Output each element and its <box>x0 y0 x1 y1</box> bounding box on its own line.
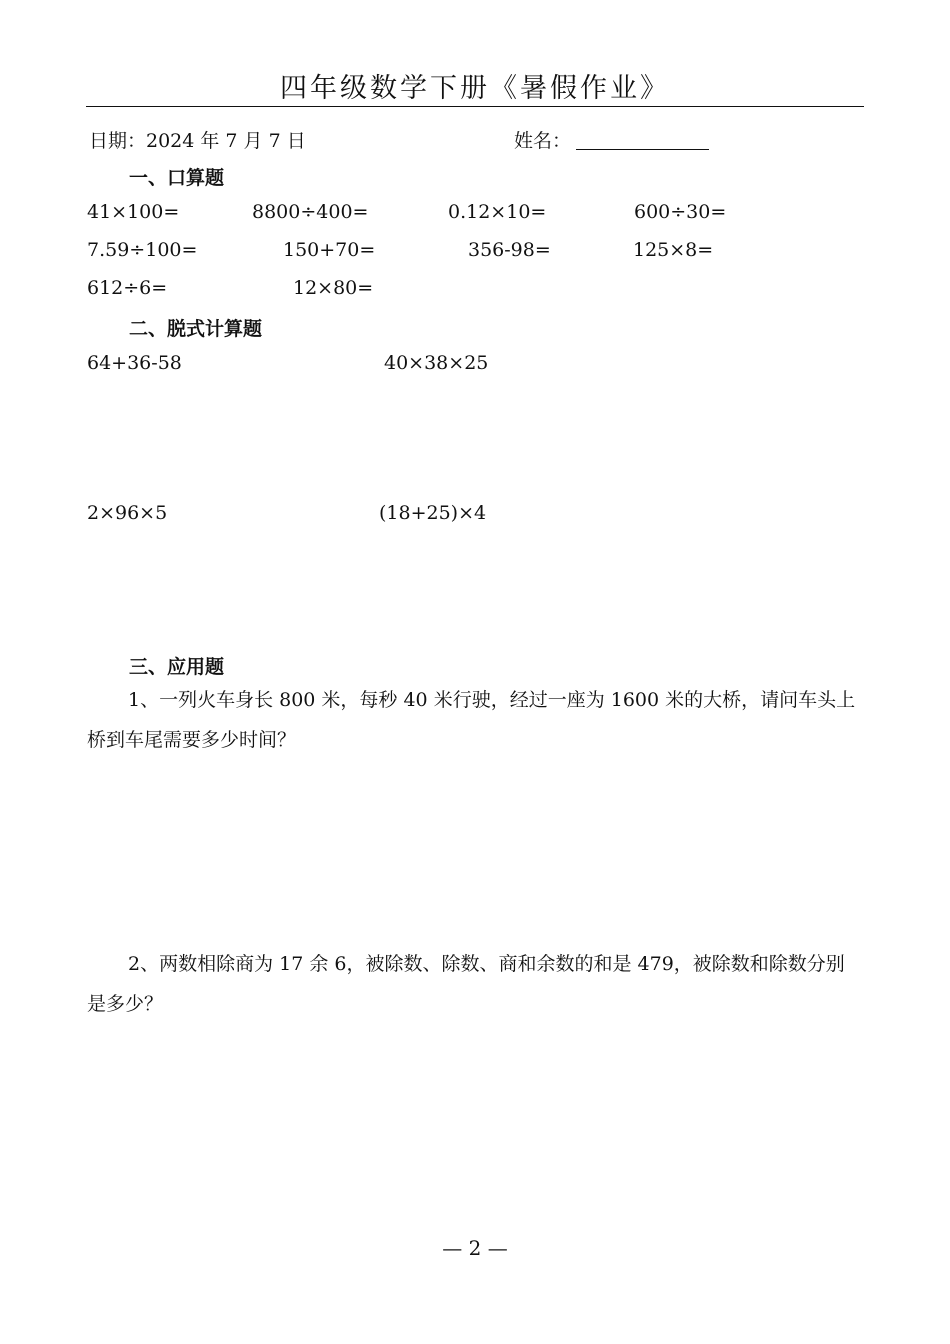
word-problem-1: 1、一列火车身长 800 米，每秒 40 米行驶，经过一座为 1600 米的大桥，请问车头上桥到车尾需要多少时间？ <box>87 689 856 751</box>
word-problem-2: 2、两数相除商为 17 余 6，被除数、除数、商和余数的和是 479，被除数和除数分别是多少？ <box>87 953 845 1015</box>
mental-math-item: 41×100= <box>87 201 180 223</box>
mental-math-item: 150+70= <box>283 239 376 261</box>
page-title: 四年级数学下册《暑假作业》 <box>280 73 670 104</box>
name-blank-line <box>576 149 709 150</box>
title-divider <box>86 106 864 107</box>
mental-math-item: 0.12×10= <box>448 201 547 223</box>
mental-math-item: 8800÷400= <box>252 201 369 223</box>
step-calc-problem: 40×38×25 <box>384 352 489 374</box>
mental-math-item: 12×80= <box>293 277 374 299</box>
mental-math-item: 7.59÷100= <box>87 239 198 261</box>
section-heading-step-calculation: 二、脱式计算题 <box>129 318 263 340</box>
step-calc-problem: 64+36-58 <box>87 352 182 374</box>
mental-math-item: 600÷30= <box>634 201 727 223</box>
page-number: — 2 — <box>442 1236 508 1260</box>
name-label: 姓名： <box>514 130 572 152</box>
section-heading-mental-math: 一、口算题 <box>129 167 225 189</box>
mental-math-item: 356-98= <box>468 239 551 261</box>
date-label: 日期：2024 年 7 月 7 日 <box>89 130 306 152</box>
mental-math-item: 125×8= <box>633 239 714 261</box>
step-calc-problem: (18+25)×4 <box>379 502 487 524</box>
section-heading-word-problems: 三、应用题 <box>129 656 225 678</box>
step-calc-problem: 2×96×5 <box>87 502 168 524</box>
mental-math-item: 612÷6= <box>87 277 168 299</box>
